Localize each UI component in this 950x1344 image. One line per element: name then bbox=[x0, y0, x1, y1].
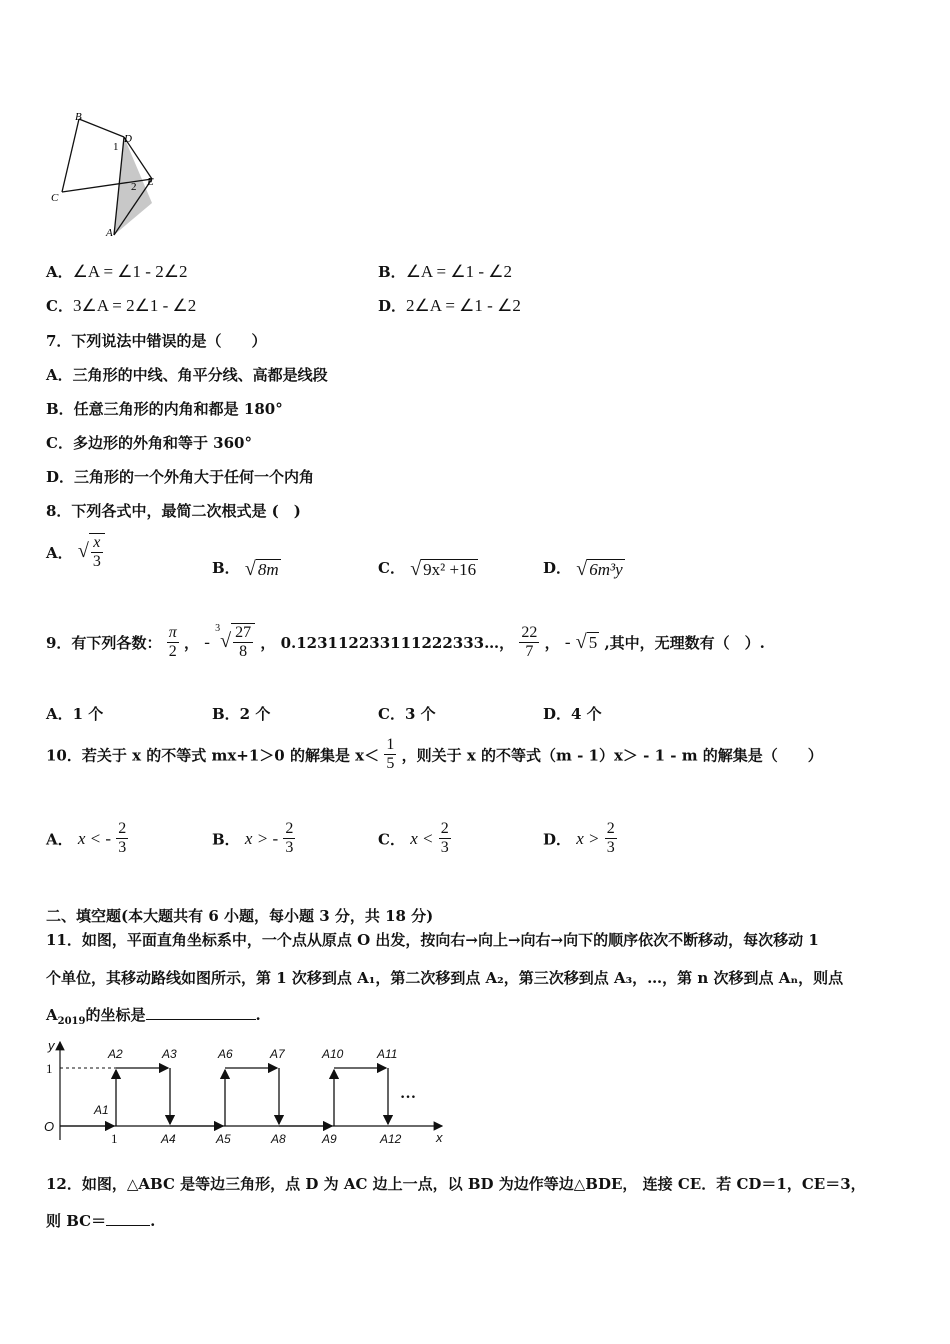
q10-option-c: C． x < $\frac{2}{3}$ bbox=[378, 820, 449, 857]
point-a2-label: A2 bbox=[108, 1047, 123, 1061]
q8-option-a: A． √ $\frac{x}{3}$ bbox=[46, 533, 105, 572]
q9-stem: 9．有下列各数： $\frac{\pi}{2}$ ， - $^3$√ $\frac{27}{8}$ ， 0.123112233111222333…， $\frac{22}{7}$ ， - √ 5 ,其中，无理数有（ ）. bbox=[46, 623, 765, 661]
q12-line1: 12．如图，△ABC 是等边三角形，点 D 为 AC 边上一点，以 BD 为边作等边△BDE， 连接 CE．若 CD＝1，CE＝3， bbox=[46, 1175, 866, 1193]
q11-line3: $A_{2019}$的坐标是 . bbox=[46, 1006, 261, 1027]
q8-option-b: B． √ 8m bbox=[212, 557, 279, 580]
q7-option-a: A．三角形的中线、角平分线、高都是线段 bbox=[46, 366, 328, 384]
q11-answer-blank[interactable] bbox=[146, 1005, 256, 1020]
continuation-dots: … bbox=[400, 1085, 416, 1102]
q8-option-c: C． √ 9x² +16 bbox=[378, 557, 477, 580]
section-fill-blank-title: 二、填空题(本大题共有 6 小题，每小题 3 分，共 18 分) bbox=[46, 907, 434, 925]
q6-option-b: B．∠A = ∠1 - ∠2 bbox=[378, 262, 512, 281]
y-axis-label: y bbox=[48, 1038, 55, 1053]
q10-option-d: D． x > $\frac{2}{3}$ bbox=[543, 820, 615, 857]
x-axis-label: x bbox=[436, 1130, 443, 1145]
q9-option-d: D．4 个 bbox=[543, 705, 602, 723]
point-a6-label: A6 bbox=[218, 1047, 233, 1061]
quadrilateral-figure bbox=[45, 108, 175, 240]
q9-option-c: C．3 个 bbox=[378, 705, 436, 723]
q6-option-d: D．2∠A = ∠1 - ∠2 bbox=[378, 296, 521, 315]
point-a9-label: A9 bbox=[322, 1132, 337, 1146]
point-a5-label: A5 bbox=[216, 1132, 231, 1146]
q9-option-b: B．2 个 bbox=[212, 705, 271, 723]
point-a8-label: A8 bbox=[271, 1132, 286, 1146]
label-d: D bbox=[124, 133, 132, 145]
q6-option-c: C．3∠A = 2∠1 - ∠2 bbox=[46, 296, 197, 315]
coordinate-path-figure bbox=[40, 1036, 450, 1148]
label-angle-2: 2 bbox=[131, 181, 137, 193]
point-a11-label: A11 bbox=[377, 1047, 398, 1061]
q6-option-a: A．∠A = ∠1 - 2∠2 bbox=[46, 262, 188, 281]
q10-stem: 10．若关于 x 的不等式 mx+1＞0 的解集是 x＜ $\frac{1}{5}$ ，则关于 x 的不等式（m - 1）x＞ - 1 - m 的解集是（ ） bbox=[46, 736, 823, 773]
label-b: B bbox=[75, 111, 82, 123]
q11-line2: 个单位，其移动路线如图所示，第 1 次移到点 A₁，第二次移到点 A₂，第三次移到点 A₃，…，第 n 次移到点 Aₙ，则点 bbox=[46, 969, 844, 987]
point-a10-label: A10 bbox=[322, 1047, 344, 1061]
q7-option-b: B．任意三角形的内角和都是 180° bbox=[46, 400, 283, 418]
origin-label: O bbox=[44, 1119, 55, 1134]
q8-option-d: D． √ 6m³y bbox=[543, 557, 623, 580]
label-angle-1: 1 bbox=[113, 141, 119, 153]
x-tick-1: 1 bbox=[111, 1131, 118, 1146]
q12-line2: 则 BC＝ . bbox=[46, 1212, 156, 1230]
point-a3-label: A3 bbox=[162, 1047, 177, 1061]
q10-option-a: A． x < - $\frac{2}{3}$ bbox=[46, 820, 127, 857]
q8-stem: 8．下列各式中，最简二次根式是 ( ) bbox=[46, 502, 301, 520]
q11-line1: 11．如图，平面直角坐标系中，一个点从原点 O 出发，按向右→向上→向右→向下的顺序依次不断移动，每次移动 1 bbox=[46, 931, 819, 949]
label-a: A bbox=[106, 227, 113, 239]
q9-option-a: A．1 个 bbox=[46, 705, 104, 723]
q7-option-d: D．三角形的一个外角大于任何一个内角 bbox=[46, 468, 315, 486]
point-a1-label: A1 bbox=[94, 1103, 109, 1117]
q12-answer-blank[interactable] bbox=[106, 1211, 150, 1226]
point-a12-label: A12 bbox=[380, 1132, 402, 1146]
label-c: C bbox=[51, 192, 59, 204]
q7-stem: 7．下列说法中错误的是（ ） bbox=[46, 332, 267, 350]
y-tick-1: 1 bbox=[46, 1061, 53, 1076]
q10-option-b: B． x > - $\frac{2}{3}$ bbox=[212, 820, 294, 857]
label-e: E bbox=[147, 176, 154, 188]
point-a7-label: A7 bbox=[270, 1047, 285, 1061]
point-a4-label: A4 bbox=[161, 1132, 176, 1146]
q7-option-c: C．多边形的外角和等于 360° bbox=[46, 434, 252, 452]
